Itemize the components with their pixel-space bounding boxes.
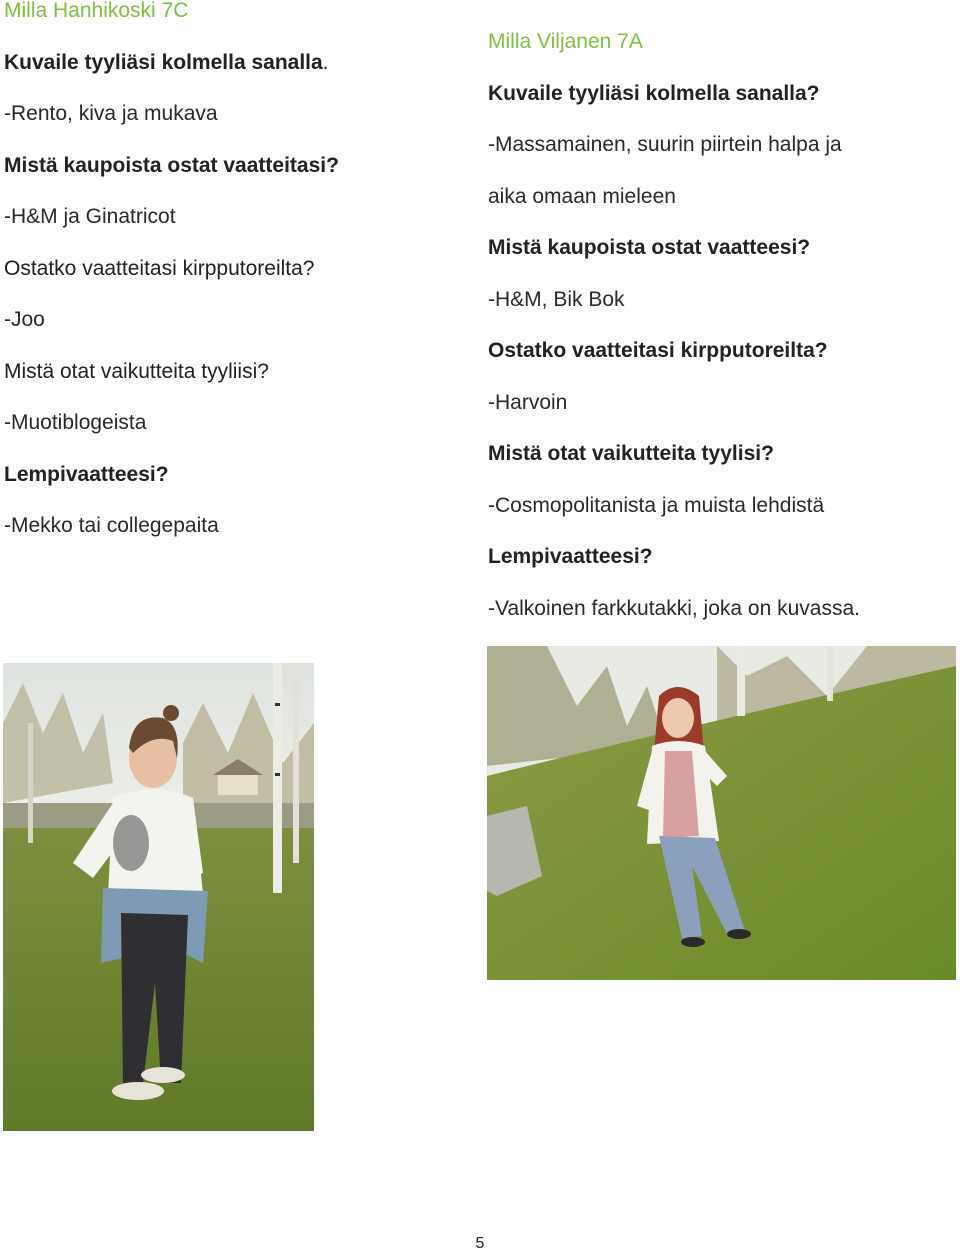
answer-shops: -H&M, Bik Bok (488, 287, 625, 311)
answer-style-line2: aika omaan mieleen (488, 184, 676, 208)
question-influences: Mistä otat vaikutteita tyylisi? (488, 442, 774, 465)
answer-fleamarkets: -Harvoin (488, 390, 568, 414)
question-fleamarkets: Ostatko vaatteitasi kirpputoreilta? (4, 256, 315, 280)
answer-influences: -Cosmopolitanista ja muista lehdistä (488, 493, 825, 517)
answer-style: -Rento, kiva ja mukava (4, 102, 218, 125)
photo-milla-hanhikoski (3, 663, 314, 1131)
interview-milla-hanhikoski (4, 0, 474, 540)
answer-influences: -Muotiblogeista (4, 411, 147, 434)
question-shops: Mistä kaupoista ostat vaatteesi? (488, 236, 811, 259)
person-name: Milla Viljanen 7A (488, 30, 643, 53)
question-style: Kuvaile tyyliäsi kolmella sanalla? (488, 81, 820, 105)
question-fleamarkets: Ostatko vaatteitasi kirpputoreilta? (488, 339, 828, 362)
question-favourite: Lempivaatteesi? (488, 545, 653, 568)
question-style (4, 49, 474, 77)
answer-favourite: -Valkoinen farkkutakki, joka on kuvassa. (488, 596, 860, 620)
person-name: Milla Hanhikoski 7C (4, 0, 189, 22)
answer-style-line1: -Massamainen, suurin piirtein halpa ja (488, 133, 842, 156)
answer-fleamarkets: -Joo (4, 308, 45, 331)
question-favourite: Lempivaatteesi? (4, 462, 169, 486)
answer-favourite: -Mekko tai collegepaita (4, 514, 219, 537)
question-style-text: Kuvaile tyyliäsi kolmella sanalla (4, 50, 323, 74)
page-number: 5 (475, 1235, 485, 1252)
interview-milla-viljanen (488, 28, 958, 623)
question-influences: Mistä otat vaikutteita tyyliisi? (4, 359, 269, 383)
photo-illustration (3, 663, 314, 1131)
question-shops: Mistä kaupoista ostat vaatteitasi? (4, 153, 339, 177)
answer-shops: -H&M ja Ginatricot (4, 205, 176, 228)
question-style-end: . (322, 50, 329, 74)
photo-milla-viljanen (487, 646, 956, 980)
photo-illustration (487, 646, 956, 980)
